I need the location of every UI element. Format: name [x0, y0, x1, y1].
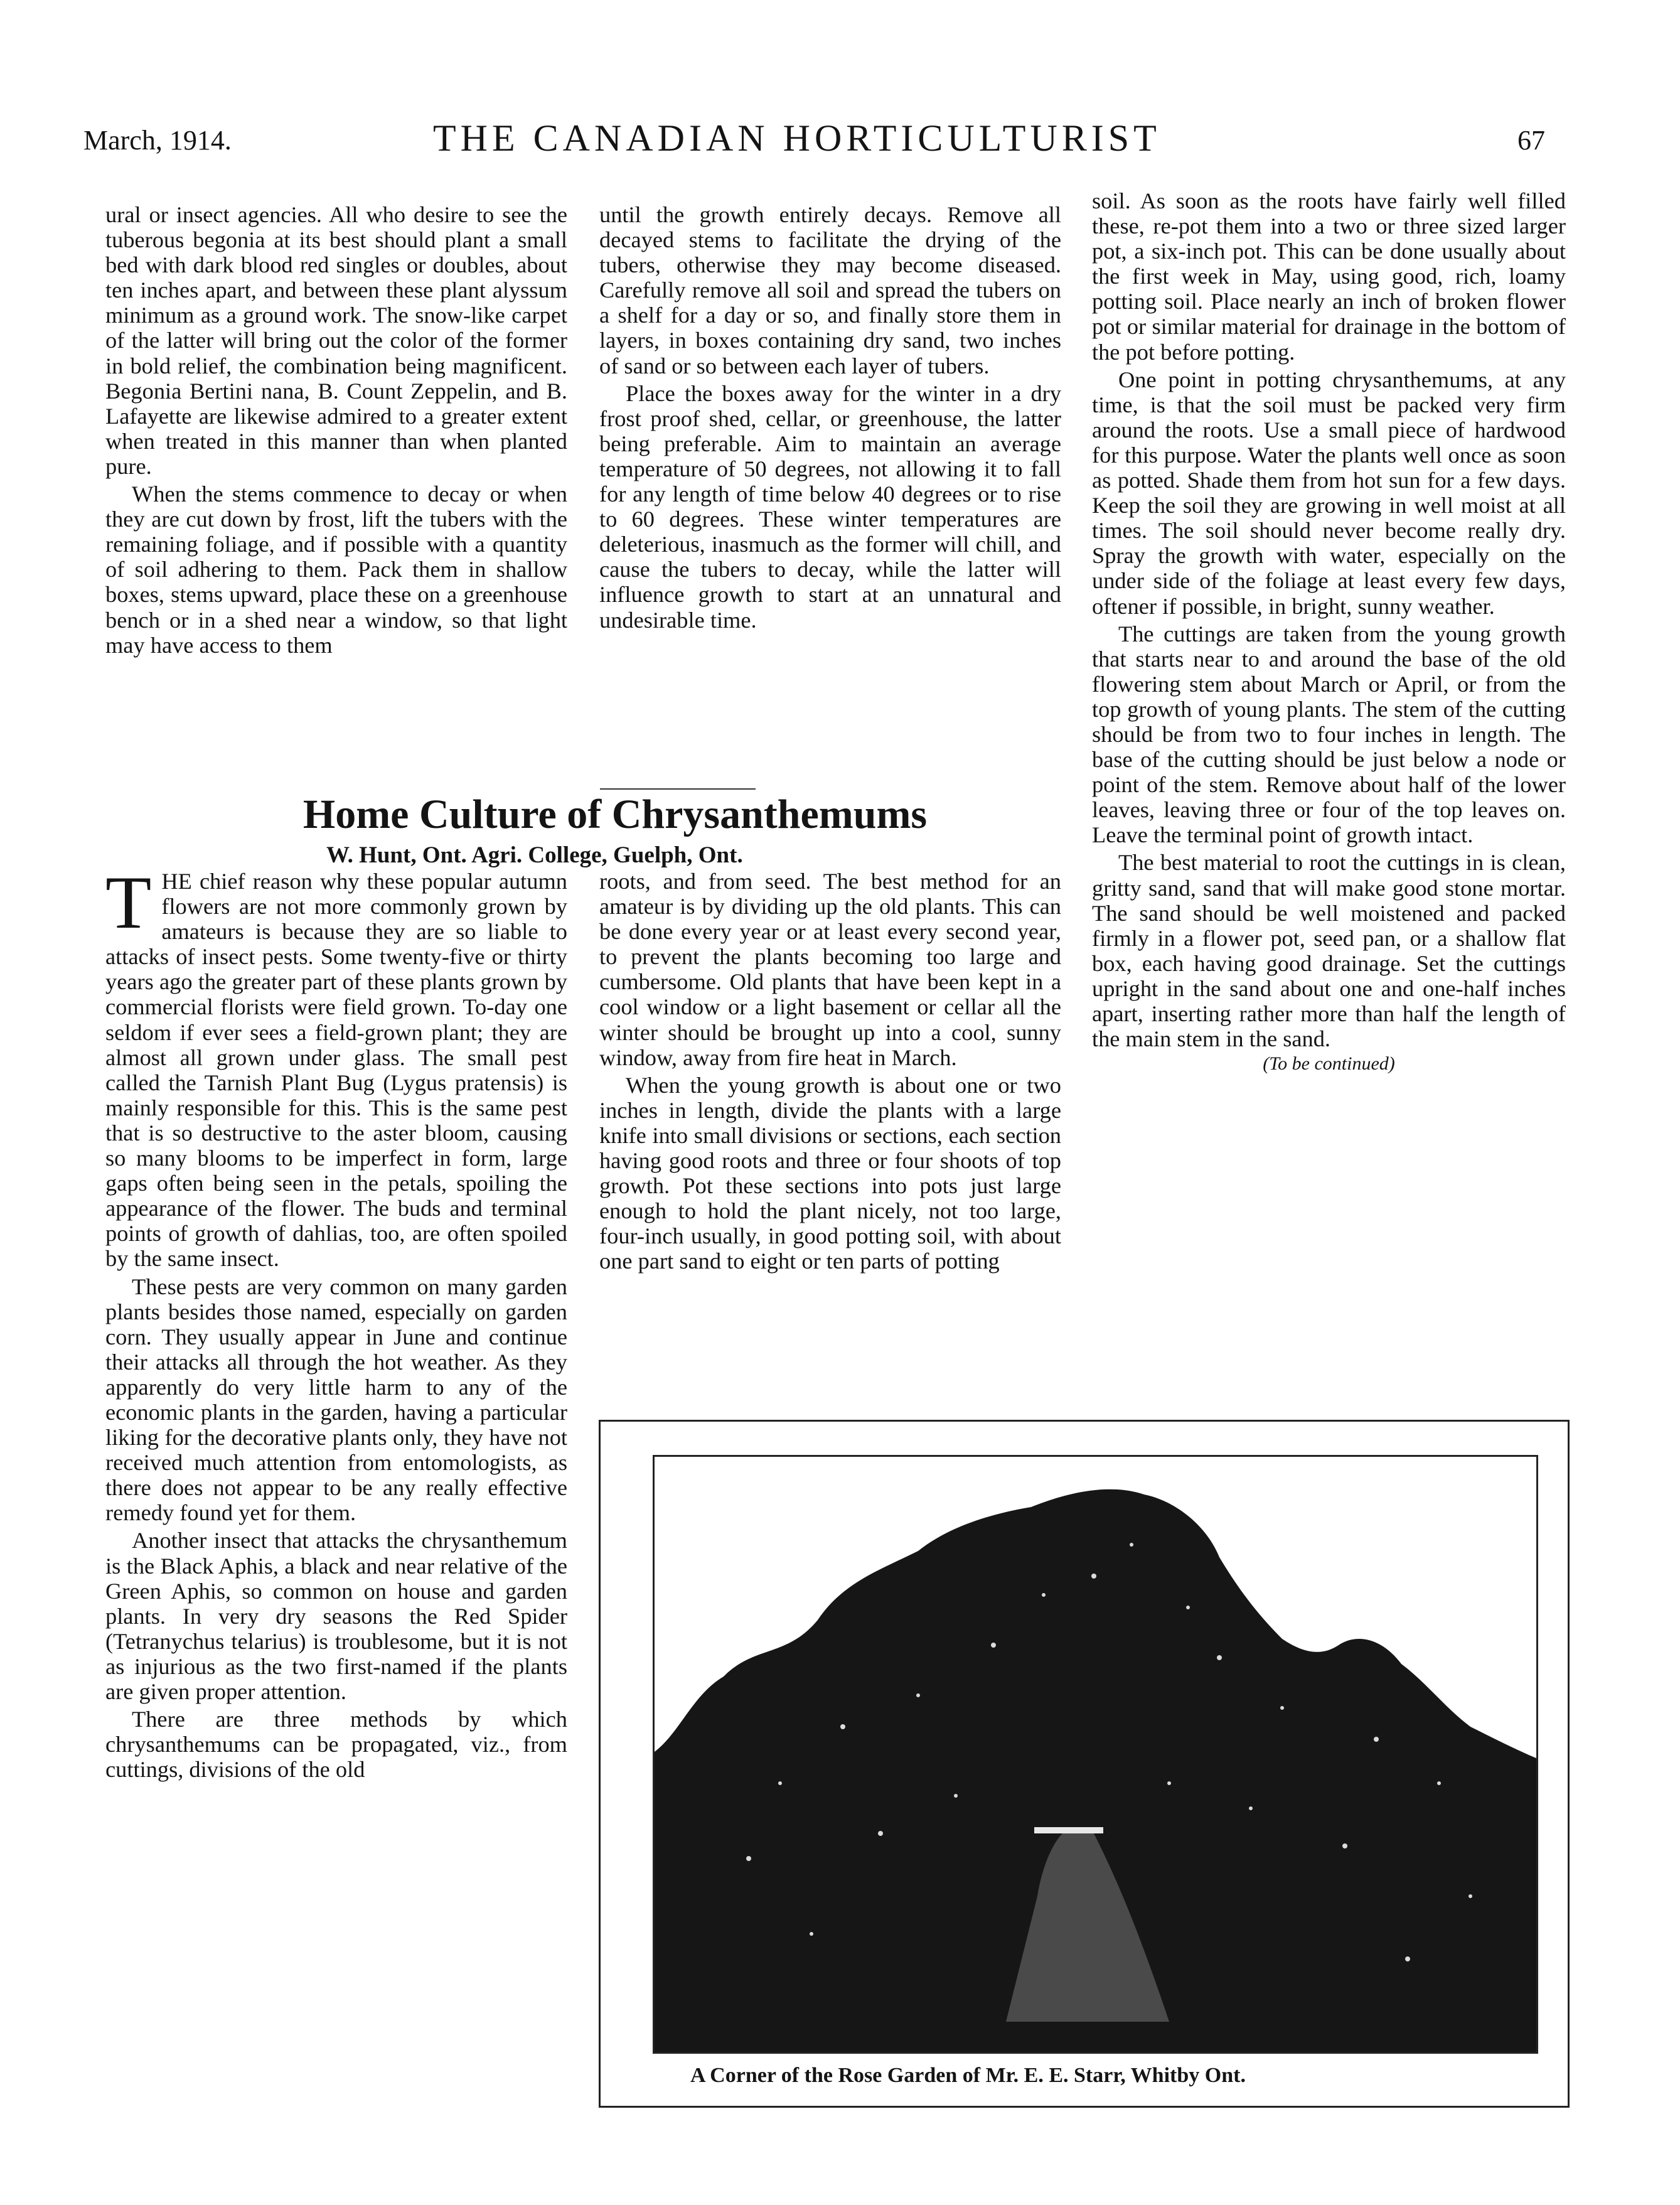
paragraph: roots, and from seed. The best method for an amateur is by dividing up the old plants. This can be done every year or at least every second year, to prevent the plants becoming too large and cumbersome. Old plants that have been kept in a cool window or a light basement or cellar all the winter should be brought up into a cool, sunny window, away from fire heat in March. [599, 869, 1061, 1070]
photo-caption: A Corner of the Rose Garden of Mr. E. E. Starr, Whitby Ont. [690, 2064, 1246, 2087]
article-title: Home Culture of Chrysanthemums [302, 791, 928, 837]
paragraph: Place the boxes away for the winter in a dry frost proof shed, cellar, or greenhouse, the latter being preferable. Aim to maintain an average temperature of 50 degrees, not allowing it to fall for any length of time below 40 degrees or to rise to 60 degrees. These winter temperatures are deleterious, inasmuch as the former will chill, and cause the tubers to decay, while the latter will influence growth to start at an unnatural and undesirable time. [599, 380, 1061, 633]
magazine-title: THE CANADIAN HORTICULTURIST [433, 117, 1161, 159]
paragraph: The best material to root the cuttings in is clean, gritty sand, sand that will make good stone mortar. The sand should be well moistened and packed firmly in a flower pot, seed pan, or a shallow flat box, each having good drainage. Set the cuttings upright in the sand about one and one-half inches apart, inserting rather more than half the length of the main stem in the sand. [1092, 850, 1566, 1052]
paragraph: until the growth entirely decays. Remove all decayed stems to facilitate the drying of the tubers, otherwise they may become diseased. Carefully remove all soil and spread the tubers on a shelf for a day or so, and finally store them in layers, in boxes containing dry sand, two inches of sand or so between each layer of tubers. [599, 202, 1061, 378]
paragraph: The cuttings are taken from the young growth that starts near to and around the base of the old flowering stem about March or April, or from the top growth of young plants. The stem of the cutting should be from two to four inches in length. The base of the cutting should be just below a node or point of the stem. Remove about half of the lower leaves, leaving three or four of the top leaves on. Leave the terminal point of growth intact. [1092, 621, 1566, 848]
column-1-top [105, 202, 567, 658]
paragraph: When the stems commence to decay or when they are cut down by frost, lift the tubers with the remaining foliage, and if possible with a quantity of soil adhering to them. Pack them in shallow boxes, stems upward, place these on a greenhouse bench or in a shed near a window, so that light may have access to them [105, 481, 567, 658]
article-byline: W. Hunt, Ont. Agri. College, Guelph, Ont. [326, 842, 743, 868]
paragraph: One point in potting chrysanthemums, at any time, is that the soil must be packed very firm around the roots. Use a small piece of hardwood for this purpose. Water the plants well once as soon as potted. Shade them from hot sun for a few days. Keep the soil they are growing in well moist at all times. The soil should never become really dry. Spray the growth with water, especially on the under side of the foliage at least every few days, oftener if possible, in bright, sunny weather. [1092, 367, 1566, 619]
issue-date: March, 1914. [83, 125, 232, 156]
page-number: 67 [1517, 125, 1545, 156]
paragraph: ural or insect agencies. All who desire to see the tuberous begonia at its best should plant a small bed with dark blood red singles or doubles, about ten inches apart, and between these plant alyssum minimum as a ground work. The snow-like carpet of the latter will bring out the color of the former in bold relief, the combination being magnificent. Begonia Bertini nana, B. Count Zeppelin, and B. Lafayette are likewise admired to a greater extent when treated in this manner than when planted pure. [105, 202, 567, 479]
paragraph: Another insect that attacks the chrysanthemum is the Black Aphis, a black and near relative of the Green Aphis, so common on house and garden plants. In very dry seasons the Red Spider (Tetranychus telarius) is troublesome, but it is not as injurious as the two first-named if the plants are given proper attention. [105, 1528, 567, 1704]
article-column-1 [105, 861, 567, 1783]
paragraph: soil. As soon as the roots have fairly well filled these, re-pot them into a two or three sized larger pot, a six-inch pot. This can be done usually about the first week in May, using good, rich, loamy potting soil. Place nearly an inch of broken flower pot or similar material for drainage in the bottom of the pot before potting. [1092, 188, 1566, 365]
rose-garden-photo [653, 1455, 1538, 2054]
paragraph: There are three methods by which chrysanthemums can be propagated, viz., from cuttings, divisions of the old [105, 1707, 567, 1783]
article-column-2 [599, 869, 1061, 1274]
paragraph [105, 861, 567, 1272]
paragraph-text: HE chief reason why these popular autumn flowers are not more commonly grown by amateurs is because they are so liable to attacks of insect pests. Some twenty-five or thirty years ago the greater part of these plants grown by commercial florists were field grown. To-day one seldom if ever sees a field-grown plant; they are almost all grown under glass. The small pest called the Tarnish Plant Bug (Lygus pratensis) is mainly responsible for this. This is the same pest that is so destructive to the aster bloom, causing so many blooms to be imperfect in form, large gaps often being seen in the petals, spoiling the appearance of the flower. The buds and terminal points of growth of dahlias, too, are often spoiled by the same insect. [105, 869, 567, 1272]
column-2-top [599, 202, 1061, 633]
continued-note: (To be continued) [1263, 1053, 1395, 1075]
article-column-3 [1092, 188, 1566, 1076]
paragraph: When the young growth is about one or two inches in length, divide the plants with a large knife into small divisions or sections, each section having good roots and three or four shoots of top growth. Pot these sections into pots just large enough to hold the plant nicely, not too large, four-inch usually, in good potting soil, with about one part sand to eight or ten parts of potting [599, 1072, 1061, 1274]
drop-cap: T [105, 861, 152, 944]
section-divider [600, 788, 756, 790]
paragraph: These pests are very common on many garden plants besides those named, especially on garden corn. They usually appear in June and continue their attacks all through the hot weather. As they apparently do very little harm to any of the economic plants in the garden, having a particular liking for the decorative plants only, they have not received much attention from entomologists, as there does not appear to be any really effective remedy found yet for them. [105, 1274, 567, 1526]
